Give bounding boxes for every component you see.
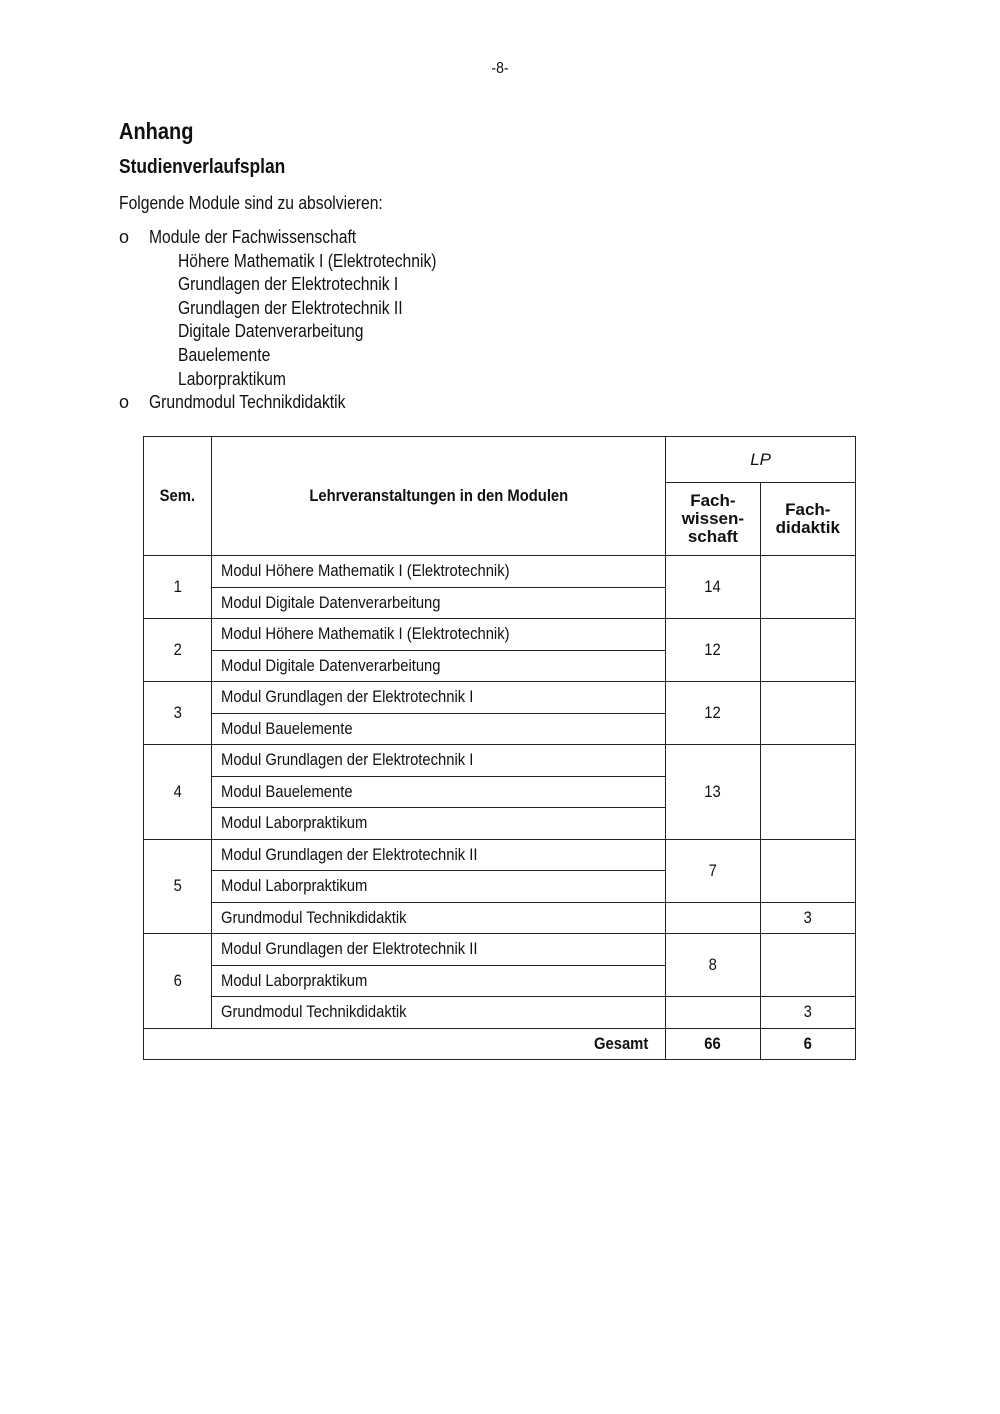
study-plan-table [143, 436, 856, 1060]
module-cell: Modul Digitale Datenverarbeitung [212, 587, 666, 619]
table-row [144, 745, 856, 777]
bullet-marker: o [119, 227, 130, 247]
table-row [144, 934, 856, 966]
header-lp: LP [666, 437, 856, 483]
table-row [144, 619, 856, 651]
total-label: Gesamt [144, 1028, 666, 1060]
semester-cell: 2 [144, 619, 212, 682]
module-cell: Grundmodul Technikdidaktik [212, 997, 666, 1029]
fachdidaktik-lp-cell [760, 934, 855, 997]
fachwissenschaft-lp-cell: 8 [666, 934, 760, 997]
fachdidaktik-lp-cell: 3 [760, 997, 855, 1029]
bullet-marker: o [119, 392, 130, 413]
module-cell: Modul Höhere Mathematik I (Elektrotechnik) [212, 556, 666, 588]
heading-anhang: Anhang [119, 118, 194, 144]
fachwissenschaft-lp-cell: 7 [666, 839, 760, 902]
table-row [144, 997, 856, 1029]
total-fachwissenschaft: 66 [666, 1028, 760, 1060]
module-cell: Modul Grundlagen der Elektrotechnik II [212, 934, 666, 966]
table-row [144, 839, 856, 871]
fachwissenschaft-lp-cell: 13 [666, 745, 760, 840]
module-cell: Modul Laborpraktikum [212, 871, 666, 903]
fachdidaktik-lp-cell [760, 682, 855, 745]
semester-cell: 1 [144, 556, 212, 619]
semester-cell: 4 [144, 745, 212, 840]
table-row [144, 556, 856, 588]
fachdidaktik-lp-cell [760, 556, 855, 619]
header-modules: Lehrveranstaltungen in den Modulen [212, 437, 666, 556]
header-fachwissenschaft: Fach- wissen- schaft [666, 483, 760, 556]
module-cell: Modul Grundlagen der Elektrotechnik II [212, 839, 666, 871]
fachdidaktik-lp-cell [760, 839, 855, 902]
intro-text: Folgende Module sind zu absolvieren: [119, 193, 383, 213]
total-row [144, 1028, 856, 1060]
table-row [144, 902, 856, 934]
header-sem: Sem. [144, 437, 212, 556]
fachdidaktik-lp-cell: 3 [760, 902, 855, 934]
fachwissenschaft-lp-cell: 12 [666, 619, 760, 682]
module-cell: Modul Laborpraktikum [212, 965, 666, 997]
fachwissenschaft-lp-cell [666, 902, 760, 934]
fachwissenschaft-lp-cell: 14 [666, 556, 760, 619]
fachdidaktik-lp-cell [760, 619, 855, 682]
fachdidaktik-lp-cell [760, 745, 855, 840]
module-cell: Modul Bauelemente [212, 713, 666, 745]
semester-cell: 5 [144, 839, 212, 934]
semester-cell: 3 [144, 682, 212, 745]
module-cell: Modul Höhere Mathematik I (Elektrotechnik) [212, 619, 666, 651]
table-row [144, 682, 856, 714]
module-cell: Modul Digitale Datenverarbeitung [212, 650, 666, 682]
total-fachdidaktik: 6 [760, 1028, 855, 1060]
module-cell: Modul Bauelemente [212, 776, 666, 808]
heading-studienverlaufsplan: Studienverlaufsplan [119, 156, 286, 178]
module-cell: Modul Grundlagen der Elektrotechnik I [212, 682, 666, 714]
page-number: -8- [491, 60, 509, 77]
header-fachdidaktik: Fach- didaktik [760, 483, 855, 556]
fachwissenschaft-lp-cell: 12 [666, 682, 760, 745]
fachwissenschaft-lp-cell [666, 997, 760, 1029]
module-cell: Modul Grundlagen der Elektrotechnik I [212, 745, 666, 777]
semester-cell: 6 [144, 934, 212, 1029]
module-cell: Grundmodul Technikdidaktik [212, 902, 666, 934]
module-cell: Modul Laborpraktikum [212, 808, 666, 840]
bullet-label: Module der Fachwissenschaft [149, 227, 357, 247]
bullet-label: Grundmodul Technikdidaktik [149, 392, 346, 413]
